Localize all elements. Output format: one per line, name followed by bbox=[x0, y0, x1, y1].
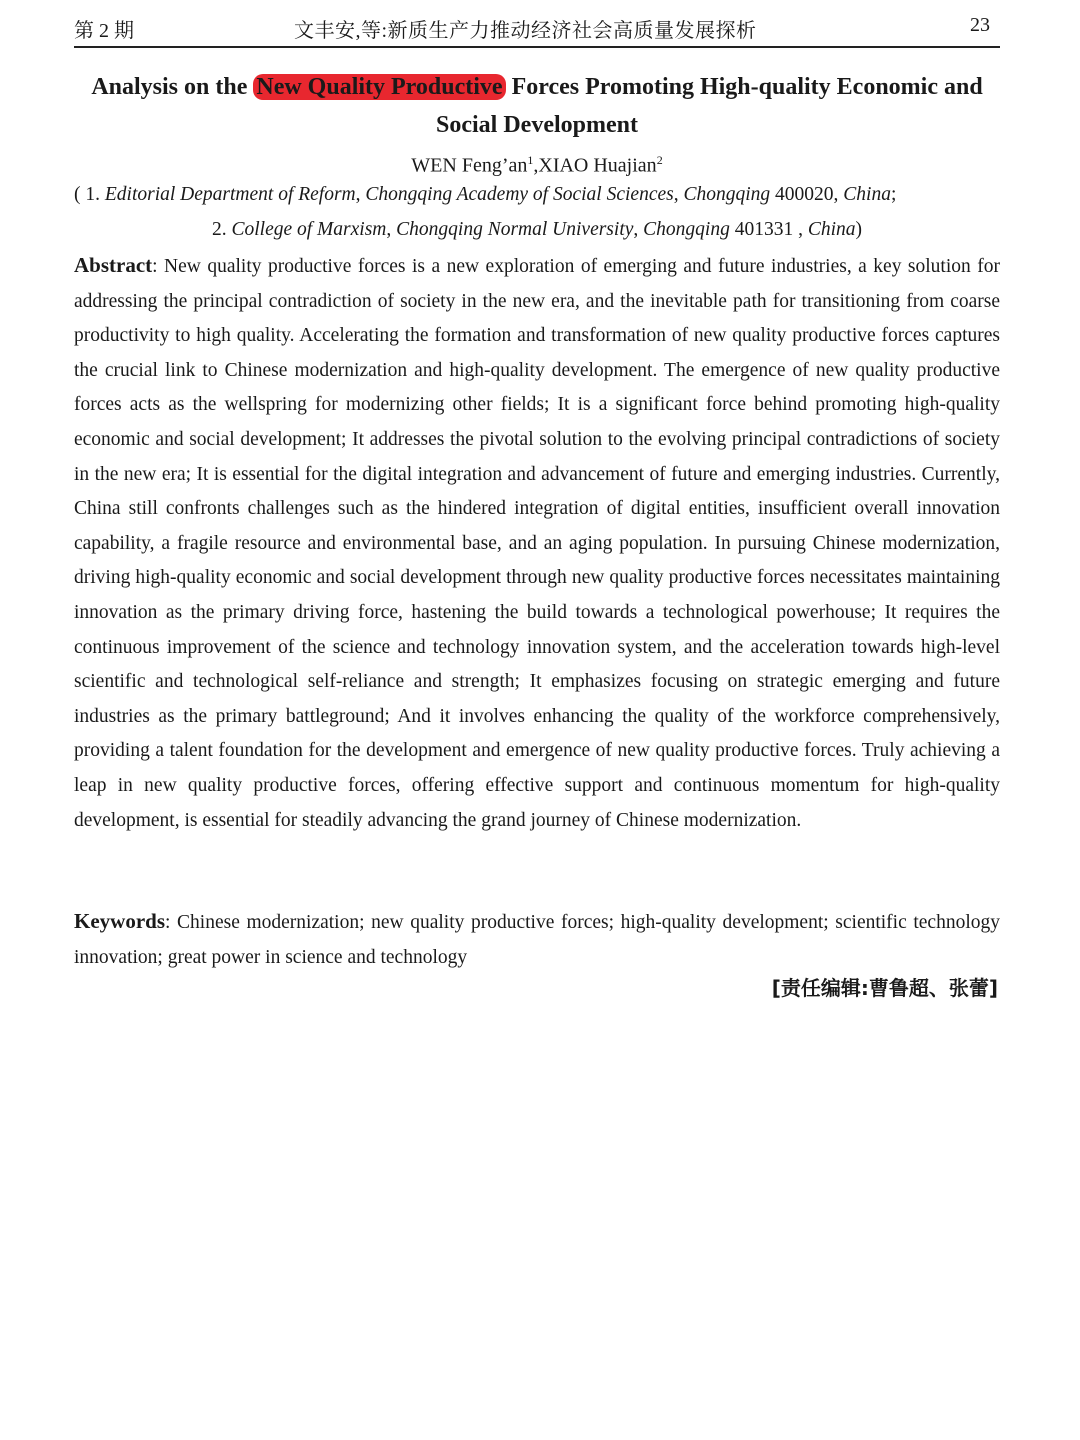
title-highlighted-phrase[interactable]: New Quality Productive bbox=[253, 74, 505, 100]
abstract-colon: : bbox=[152, 256, 158, 277]
affiliation-2-postcode: 401331 bbox=[729, 219, 794, 240]
affiliation-1-department: Editorial Department of Reform bbox=[104, 184, 356, 205]
affiliation-2-prefix: 2. bbox=[211, 219, 232, 240]
running-title: 文丰安,等:新质生产力推动经济社会高质量发展探析 bbox=[294, 20, 757, 42]
author-1-affiliation-mark: 1 bbox=[527, 153, 534, 167]
abstract-label: Abstract bbox=[74, 253, 153, 277]
affiliation-1-city: Chongqing bbox=[683, 184, 771, 205]
page-number: 23 bbox=[970, 14, 990, 36]
affiliation-2-end: ) bbox=[855, 219, 863, 240]
author-separator: , bbox=[533, 154, 539, 177]
issue-number: 第 2 期 bbox=[74, 20, 134, 42]
author-2-affiliation-mark: 2 bbox=[656, 153, 663, 167]
keywords-text: Chinese modernization; new quality productive forces; high-quality development; scientific technology innovation; great power in science and technology bbox=[74, 912, 1000, 968]
affiliation-1-sep-b: , bbox=[673, 184, 684, 205]
author-line bbox=[74, 145, 1000, 181]
affiliation-1-prefix: ( 1. bbox=[74, 184, 105, 205]
affiliation-1-institution: Chongqing Academy of Social Sciences bbox=[365, 184, 674, 205]
affiliation-2-department: College of Marxism bbox=[231, 219, 387, 240]
author-1: WEN Feng’an bbox=[411, 154, 528, 177]
author-2: XIAO Huajian bbox=[538, 154, 657, 177]
affiliation-1-end: ; bbox=[890, 184, 897, 205]
affiliation-2-sep-a: , bbox=[386, 219, 397, 240]
affiliation-2-sep-c: , bbox=[793, 219, 808, 240]
affiliation-1-sep-c: , bbox=[833, 184, 844, 205]
keywords-paragraph bbox=[74, 904, 1000, 975]
article-title bbox=[74, 68, 1000, 144]
affiliation-2-country: China bbox=[807, 219, 856, 240]
title-part-2: Forces Promoting High-quality Economic and Social Development bbox=[436, 74, 983, 138]
affiliation-1-country: China bbox=[843, 184, 891, 205]
abstract-paragraph bbox=[74, 248, 1000, 838]
affiliation-2-sep-b: , bbox=[633, 219, 644, 240]
affiliation-2-institution: Chongqing Normal University bbox=[396, 219, 634, 240]
affiliation-2 bbox=[74, 215, 1000, 245]
affiliation-1 bbox=[74, 180, 1000, 210]
abstract-text: New quality productive forces is a new exploration of emerging and future industries, a key solution for addressing the principal contradiction of society in the new era, and the inevitable path for transitioning from coarse productivity to high quality. Accelerating the formation and transformation of new quality productive forces captures the crucial link to Chinese modernization and high-quality development. The emergence of new quality productive forces acts as the wellspring for modernizing other fields; It is a significant force behind promoting high-quality economic and social development; It addresses the pivotal solution to the evolving principal contradictions of society in the new era; It is essential for the digital integration and advancement of future and emerging industries. Currently, China still confronts challenges such as the hindered integration of digital entities, insufficient overall innovation capability, a fragile resource and environmental base, and an aging population. In pursuing Chinese modernization, driving high-quality economic and social development through new quality productive forces necessitates maintaining innovation as the primary driving force, hastening the build towards a technological powerhouse; It requires the continuous improvement of the science and technology innovation system, and the acceleration towards high-level scientific and technological self-reliance and strength; It emphasizes focusing on strategic emerging and future industries as the primary battleground; And it involves enhancing the quality of the workforce comprehensively, providing a talent foundation for the development and emergence of new quality productive forces. Truly achieving a leap in new quality productive forces, offering effective support and continuous momentum for high-quality development, is essential for steadily advancing the grand journey of Chinese modernization. bbox=[74, 256, 1000, 831]
running-header bbox=[74, 10, 1000, 48]
affiliation-1-sep-a: , bbox=[355, 184, 366, 205]
keywords-colon: : bbox=[165, 912, 171, 933]
affiliation-1-postcode: 400020 bbox=[770, 184, 834, 205]
keywords-label: Keywords bbox=[74, 909, 165, 933]
responsible-editor-note: [责任编辑:曹鲁超、张蕾] bbox=[771, 976, 998, 1000]
affiliation-2-city: Chongqing bbox=[643, 219, 730, 240]
title-part-1: Analysis on the bbox=[91, 74, 254, 100]
